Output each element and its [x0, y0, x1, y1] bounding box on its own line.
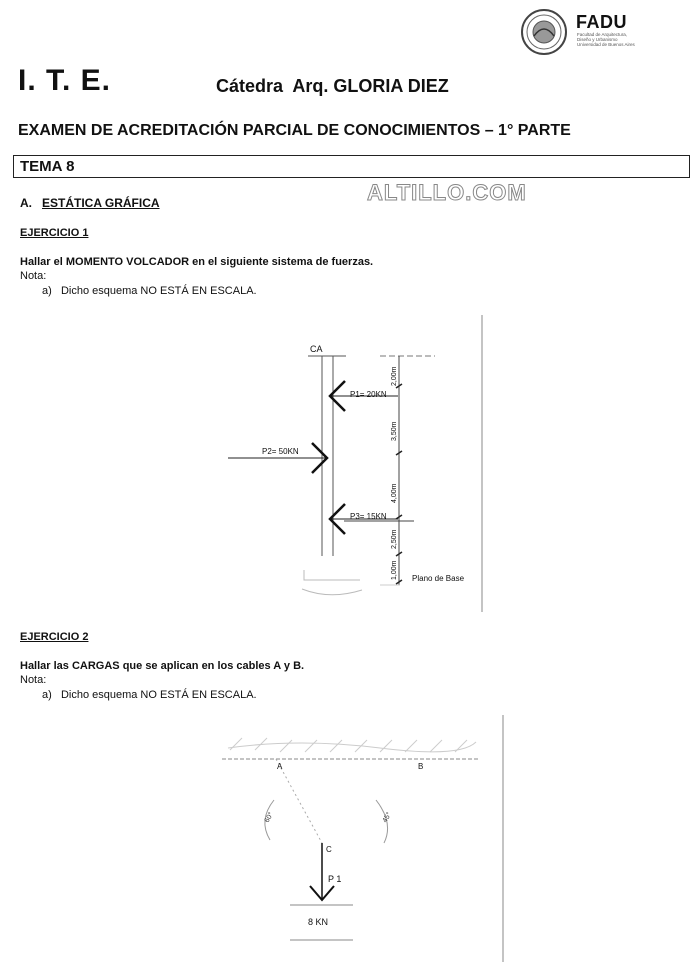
ca-label: CA: [310, 344, 323, 354]
exercise2-note-label: Nota:: [20, 674, 47, 686]
angle-45-label: 45°: [381, 811, 394, 824]
logo-subtitle: Facultad de Arquitectura, Diseño y Urbanismo Universidad de Buenos Aires: [577, 32, 635, 47]
base-label: Plano de Base: [412, 574, 465, 583]
p2-label: P2= 50KN: [262, 447, 299, 456]
section-letter: A.: [20, 196, 32, 210]
dim-2-5m: 2,50m: [391, 529, 398, 549]
chair-title: Cátedra Arq. GLORIA DIEZ: [216, 76, 449, 96]
load-label: P 1: [328, 874, 342, 884]
exercise2-note-item: a) Dicho esquema NO ESTÁ EN ESCALA.: [42, 689, 257, 701]
tema-label: TEMA 8: [20, 158, 75, 175]
exercise1-note-item: a) Dicho esquema NO ESTÁ EN ESCALA.: [42, 285, 257, 297]
load-value: 8 KN: [308, 917, 329, 927]
dim-4m: 4,00m: [391, 483, 398, 503]
section-title: ESTÁTICA GRÁFICA: [42, 196, 160, 210]
point-b-label: B: [418, 762, 424, 771]
logo-name: FADU: [576, 12, 627, 32]
watermark: ALTILLO.COM: [367, 180, 527, 205]
exercise1-label: EJERCICIO 1: [20, 227, 89, 239]
exam-title: EXAMEN DE ACREDITACIÓN PARCIAL DE CONOCIMIENTOS – 1° PARTE: [18, 122, 571, 139]
exercise1-note-label: Nota:: [20, 270, 47, 282]
p3-label: P3= 15KN: [350, 512, 387, 521]
point-c-label: C: [326, 845, 332, 854]
dim-3-5m: 3,50m: [391, 421, 398, 441]
course-code: I. T. E.: [18, 64, 112, 97]
angle-60-label: 60°: [263, 811, 276, 824]
exercise2-label: EJERCICIO 2: [20, 631, 89, 643]
exercise1-instruction: Hallar el MOMENTO VOLCADOR en el siguiente sistema de fuerzas.: [20, 256, 374, 268]
point-a-label: A: [277, 762, 283, 771]
dim-2m: 2,00m: [391, 366, 398, 386]
exercise2-instruction: Hallar las CARGAS que se aplican en los cables A y B.: [20, 660, 305, 672]
p1-label: P1= 20KN: [350, 390, 387, 399]
dim-1m: 1,00m: [391, 560, 398, 580]
